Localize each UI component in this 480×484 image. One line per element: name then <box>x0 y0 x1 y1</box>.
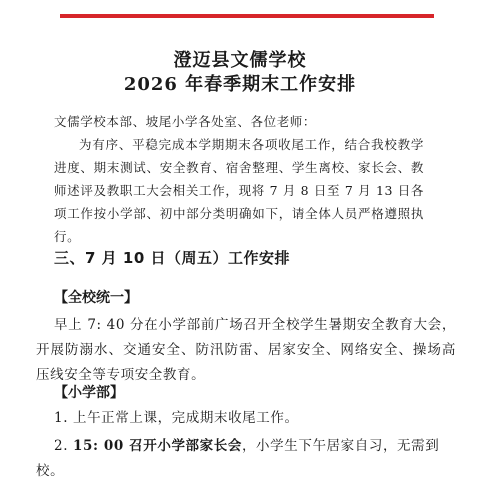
document-title-schedule: 2026 年春季期末工作安排 <box>123 74 357 95</box>
primary-item-2-number: 2. <box>54 438 73 454</box>
section-heading-july-10: 三、7 月 10 日（周五）工作安排 <box>54 249 290 267</box>
greeting-line: 文儒学校本部、坡尾小学各处室、各位老师： <box>54 114 317 129</box>
primary-item-2 <box>36 434 456 484</box>
all-school-paragraph: 早上 7: 40 分在小学部前广场召开全校学生暑期安全教育大会，开展防溺水、交通安全、防汛防雷、居家安全、网络安全、操场高压线安全等专项安全教育。 <box>36 317 456 383</box>
document-title-school: 澄迈县文儒学校 <box>173 50 307 71</box>
primary-item-2-bold: 15: 00 召开小学部家长会 <box>72 438 242 454</box>
subheading-all-school: 【全校统一】 <box>54 290 138 306</box>
intro-paragraph: 为有序、平稳完成本学期期末各项收尾工作，结合我校教学进度、期末测试、安全教育、宿舍整理、学生离校、家长会、教师述评及教职工大会相关工作，现将 7 月 8 日至 7 月 13 日各项工作按小学部、初中部分类明确如下，请全体人员严格遵照执行。 <box>54 137 424 244</box>
subheading-primary-school: 【小学部】 <box>54 385 124 401</box>
primary-item-1: 1. 上午正常上课，完成期末收尾工作。 <box>54 410 299 426</box>
primary-item-2-rest: ，小学生下午居家自习，无需到校。 <box>36 438 440 479</box>
header-red-rule <box>60 14 434 18</box>
